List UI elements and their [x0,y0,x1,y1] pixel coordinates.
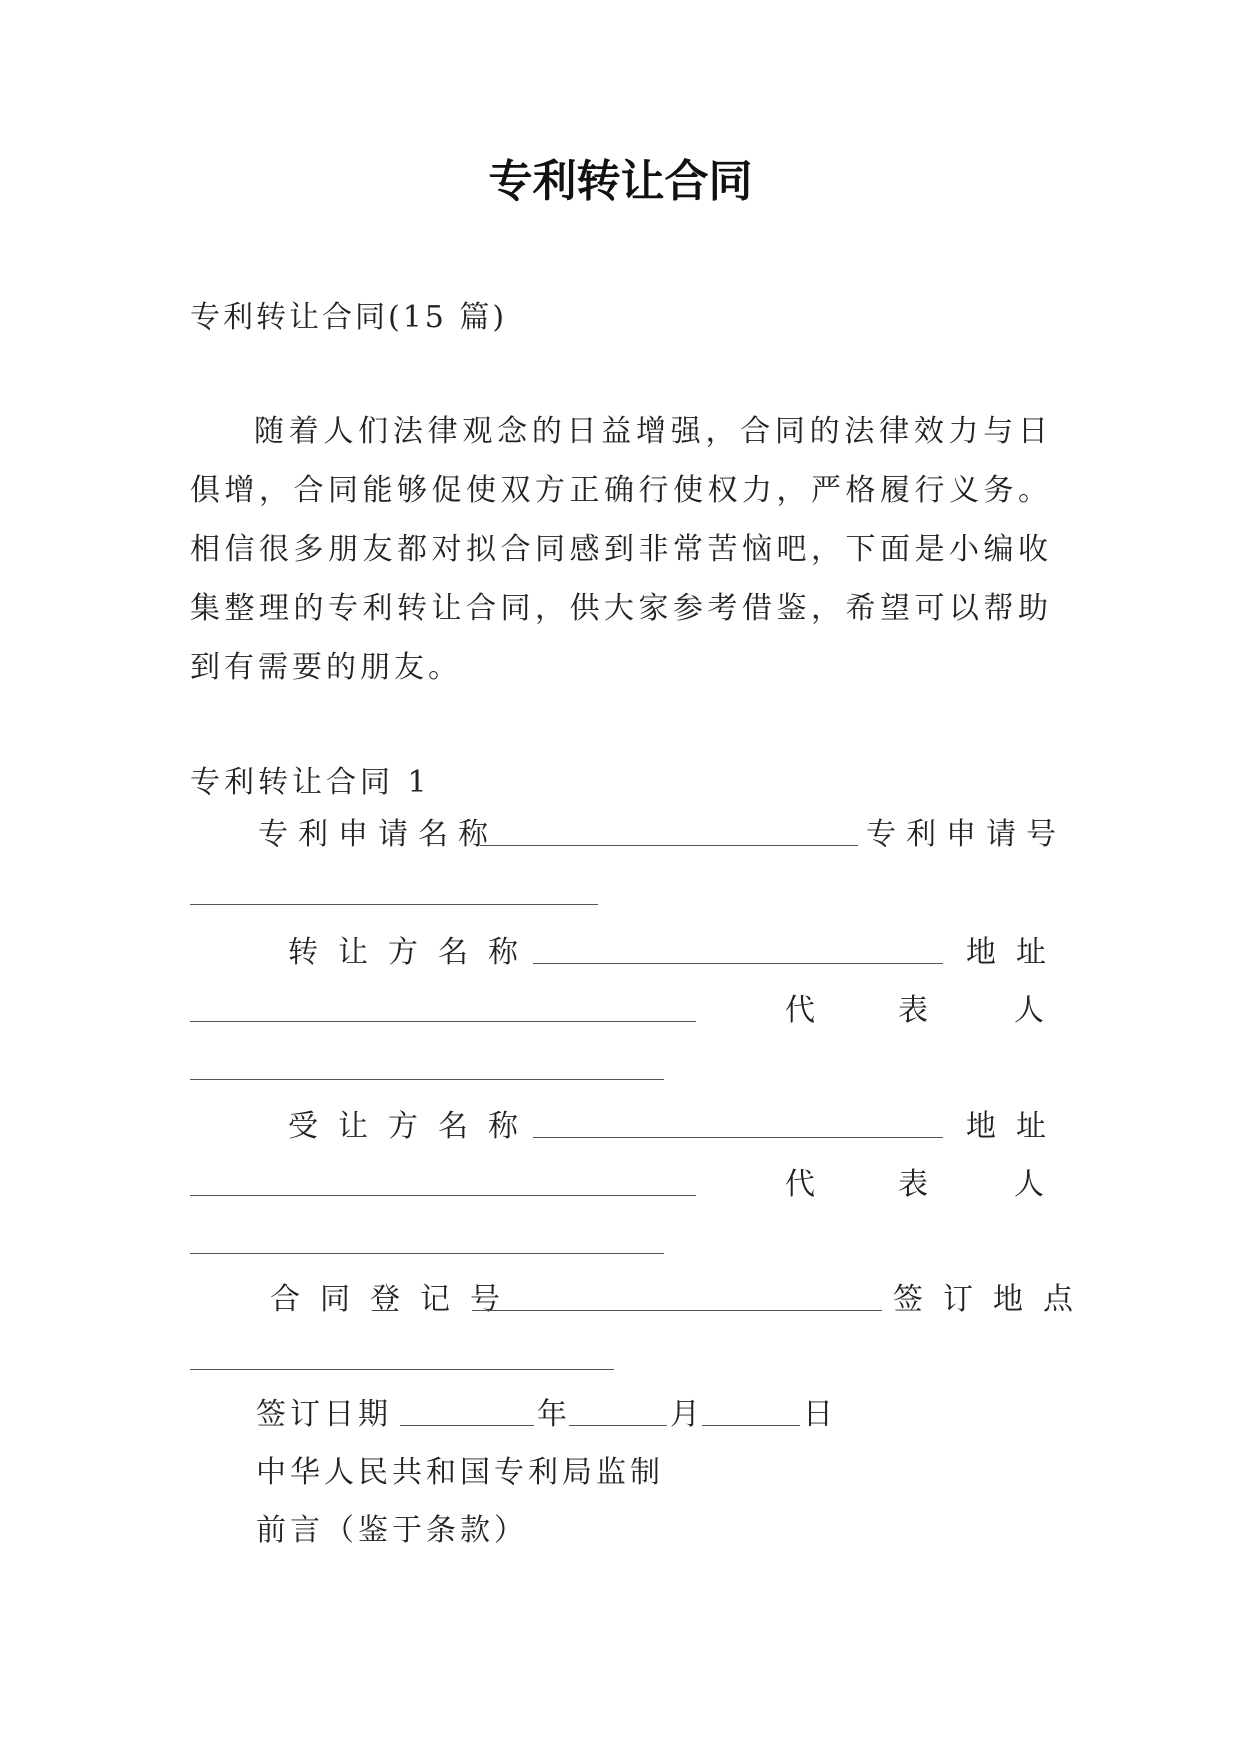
contract-registration-number-label: 合同登记号 [270,1282,520,1317]
transferor-representative-char-1: 代 [785,993,815,1028]
transferee-name-label: 受让方名称 [288,1109,538,1144]
section-heading: 专利转让合同 1 [190,765,431,800]
document-title: 专利转让合同 [488,156,753,207]
year-label: 年 [537,1397,567,1432]
transferor-address-label: 地址 [966,935,1066,970]
transferee-representative-char-2: 表 [898,1167,928,1202]
patent-application-number-label: 专利申请号 [866,817,1066,852]
document-subtitle: 专利转让合同(15 篇) [190,300,508,335]
transferee-representative-char-3: 人 [1014,1167,1044,1202]
signing-place-blank[interactable] [190,1367,614,1370]
patent-application-number-blank[interactable] [190,902,598,905]
month-label: 月 [670,1397,700,1432]
contract-registration-number-blank[interactable] [472,1308,882,1311]
transferor-representative-blank[interactable] [190,1077,664,1080]
transferee-representative-char-1: 代 [785,1167,815,1202]
preamble-heading: 前言（鉴于条款） [256,1513,528,1548]
signing-year-blank[interactable] [400,1423,534,1426]
signing-day-blank[interactable] [702,1423,800,1426]
day-label: 日 [803,1397,833,1432]
transferee-address-blank[interactable] [190,1193,696,1196]
transferee-address-label: 地址 [966,1109,1066,1144]
transferee-representative-blank[interactable] [190,1251,664,1254]
transferee-name-blank[interactable] [533,1135,943,1138]
transferor-name-label: 转让方名称 [288,935,538,970]
signing-month-blank[interactable] [569,1423,667,1426]
intro-paragraph: 随着人们法律观念的日益增强，合同的法律效力与日俱增，合同能够促使双方正确行使权力，严格履行义务。相信很多朋友都对拟合同感到非常苦恼吧，下面是小编收集整理的专利转让合同，供大家参考借鉴，希望可以帮助到有需要的朋友。 [190,414,1052,685]
transferor-name-blank[interactable] [533,961,943,964]
patent-application-name-blank[interactable] [480,843,858,846]
transferor-address-blank[interactable] [190,1019,696,1022]
transferor-representative-char-2: 表 [898,993,928,1028]
supervisor-line: 中华人民共和国专利局监制 [256,1455,664,1490]
transferor-representative-char-3: 人 [1014,993,1044,1028]
signing-place-label: 签订地点 [893,1282,1093,1317]
patent-application-name-label: 专利申请名称 [258,817,498,852]
signing-date-label: 签订日期 [256,1397,392,1432]
